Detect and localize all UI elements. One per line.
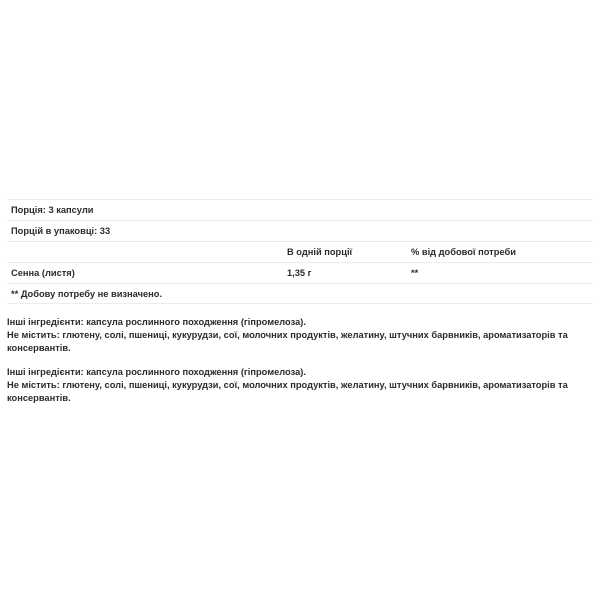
free-of-statement: Не містить: глютену, солі, пшениці, кукурудзи, сої, молочних продуктів, желатину, штучних барвників, ароматизаторів та консервантів. (7, 330, 568, 353)
other-ingredients: Інші інгредієнти: капсула рослинного походження (гіпромелоза). (7, 317, 306, 327)
servings-per-container: Порцій в упаковці: 33 (11, 226, 111, 236)
free-of-statement: Не містить: глютену, солі, пшениці, кукурудзи, сої, молочних продуктів, желатину, штучних барвників, ароматизаторів та консервантів. (7, 380, 568, 403)
ingredients-section (7, 316, 597, 416)
footnote-row (7, 283, 593, 304)
servings-per-container-row (7, 220, 593, 241)
serving-size: Порція: 3 капсули (11, 205, 94, 215)
supplement-facts-table (7, 199, 593, 304)
ingredient-name: Сенна (листя) (11, 268, 75, 278)
table-header-row (7, 241, 593, 262)
ingredient-block (7, 316, 597, 355)
header-per-serving: В одній порції (287, 247, 353, 257)
ingredient-daily-value: ** (411, 268, 419, 278)
serving-size-row (7, 199, 593, 220)
ingredient-amount: 1,35 г (287, 268, 312, 278)
table-row (7, 262, 593, 283)
ingredient-block (7, 366, 597, 405)
footnote: ** Добову потребу не визначено. (11, 288, 163, 299)
other-ingredients: Інші інгредієнти: капсула рослинного походження (гіпромелоза). (7, 367, 306, 377)
header-daily-value: % від добової потреби (411, 247, 516, 257)
